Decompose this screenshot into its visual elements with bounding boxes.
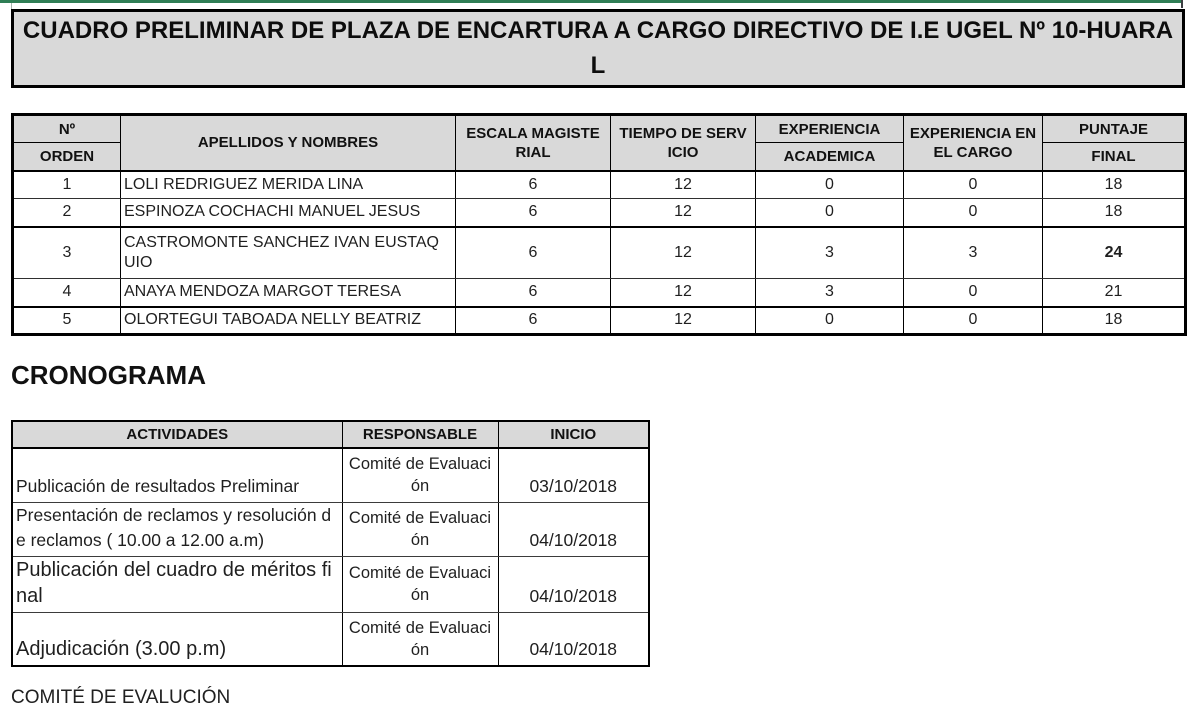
cell-inicio: 03/10/2018 — [498, 448, 649, 502]
schedule-table-header — [12, 421, 649, 448]
results-table — [11, 113, 1187, 336]
cell-puntaje: 18 — [1043, 307, 1186, 335]
cell-orden: 2 — [13, 199, 121, 227]
results-row — [13, 199, 1186, 227]
results-table-header — [13, 115, 1186, 171]
footer-note: COMITÉ DE EVALUCIÓN — [11, 687, 231, 708]
schedule-row — [12, 556, 649, 612]
top-green-bar — [0, 0, 1182, 3]
cell-orden: 4 — [13, 279, 121, 307]
header-responsable: RESPONSABLE — [342, 421, 498, 448]
cell-nombre: LOLI REDRIGUEZ MERIDA LINA — [121, 171, 456, 199]
cell-tiempo: 12 — [611, 279, 756, 307]
cell-exp-cargo: 0 — [904, 171, 1043, 199]
cell-inicio: 04/10/2018 — [498, 502, 649, 556]
header-exp-cargo: EXPERIENCIA EN EL CARGO — [904, 115, 1043, 171]
cell-nombre: CASTROMONTE SANCHEZ IVAN EUSTAQUIO — [121, 227, 456, 279]
cell-responsable: Comité de Evaluación — [342, 448, 498, 502]
cell-orden: 5 — [13, 307, 121, 335]
cell-puntaje: 18 — [1043, 171, 1186, 199]
schedule-row — [12, 448, 649, 502]
cell-nombre: ESPINOZA COCHACHI MANUEL JESUS — [121, 199, 456, 227]
cell-exp-cargo: 0 — [904, 199, 1043, 227]
cell-escala: 6 — [456, 307, 611, 335]
top-bar-tick — [1181, 0, 1183, 8]
header-orden-top: Nº — [13, 115, 121, 143]
cell-responsable: Comité de Evaluación — [342, 612, 498, 666]
cell-exp-cargo: 3 — [904, 227, 1043, 279]
cell-actividad: Publicación del cuadro de méritos final — [12, 556, 342, 612]
cell-exp-academica: 3 — [756, 279, 904, 307]
cell-exp-academica: 0 — [756, 307, 904, 335]
cell-exp-academica: 0 — [756, 171, 904, 199]
cell-escala: 6 — [456, 171, 611, 199]
results-row — [13, 279, 1186, 307]
cell-puntaje: 24 — [1043, 227, 1186, 279]
header-inicio: INICIO — [498, 421, 649, 448]
cell-inicio: 04/10/2018 — [498, 556, 649, 612]
header-experiencia-bottom: ACADEMICA — [756, 143, 904, 171]
cell-orden: 1 — [13, 171, 121, 199]
cell-puntaje: 21 — [1043, 279, 1186, 307]
cell-tiempo: 12 — [611, 171, 756, 199]
cell-escala: 6 — [456, 227, 611, 279]
results-row — [13, 171, 1186, 199]
cell-actividad: Adjudicación (3.00 p.m) — [12, 612, 342, 666]
header-actividades: ACTIVIDADES — [12, 421, 342, 448]
cell-escala: 6 — [456, 199, 611, 227]
cell-tiempo: 12 — [611, 199, 756, 227]
schedule-row — [12, 502, 649, 556]
cell-inicio: 04/10/2018 — [498, 612, 649, 666]
schedule-table — [11, 420, 650, 667]
cell-nombre: ANAYA MENDOZA MARGOT TERESA — [121, 279, 456, 307]
cell-tiempo: 12 — [611, 227, 756, 279]
cell-orden: 3 — [13, 227, 121, 279]
cell-responsable: Comité de Evaluación — [342, 556, 498, 612]
cell-responsable: Comité de Evaluación — [342, 502, 498, 556]
header-experiencia-top: EXPERIENCIA — [756, 115, 904, 143]
schedule-row — [12, 612, 649, 666]
header-nombres: APELLIDOS Y NOMBRES — [121, 115, 456, 171]
header-orden-bottom: ORDEN — [13, 143, 121, 171]
cell-escala: 6 — [456, 279, 611, 307]
cell-exp-cargo: 0 — [904, 307, 1043, 335]
results-row — [13, 307, 1186, 335]
cell-actividad: Publicación de resultados Preliminar — [12, 448, 342, 502]
cell-nombre: OLORTEGUI TABOADA NELLY BEATRIZ — [121, 307, 456, 335]
cronograma-heading: CRONOGRAMA — [11, 360, 206, 390]
cell-exp-academica: 3 — [756, 227, 904, 279]
cell-actividad: Presentación de reclamos y resolución de reclamos ( 10.00 a 12.00 a.m) — [12, 502, 342, 556]
results-row — [13, 227, 1186, 279]
cell-tiempo: 12 — [611, 307, 756, 335]
header-escala: ESCALA MAGISTERIAL — [456, 115, 611, 171]
header-puntaje-bottom: FINAL — [1043, 143, 1186, 171]
document-title: CUADRO PRELIMINAR DE PLAZA DE ENCARTURA A CARGO DIRECTIVO DE I.E UGEL Nº 10-HUARAL — [11, 9, 1185, 88]
header-tiempo: TIEMPO DE SERVICIO — [611, 115, 756, 171]
cell-exp-academica: 0 — [756, 199, 904, 227]
cell-exp-cargo: 0 — [904, 279, 1043, 307]
header-puntaje-top: PUNTAJE — [1043, 115, 1186, 143]
cell-puntaje: 18 — [1043, 199, 1186, 227]
